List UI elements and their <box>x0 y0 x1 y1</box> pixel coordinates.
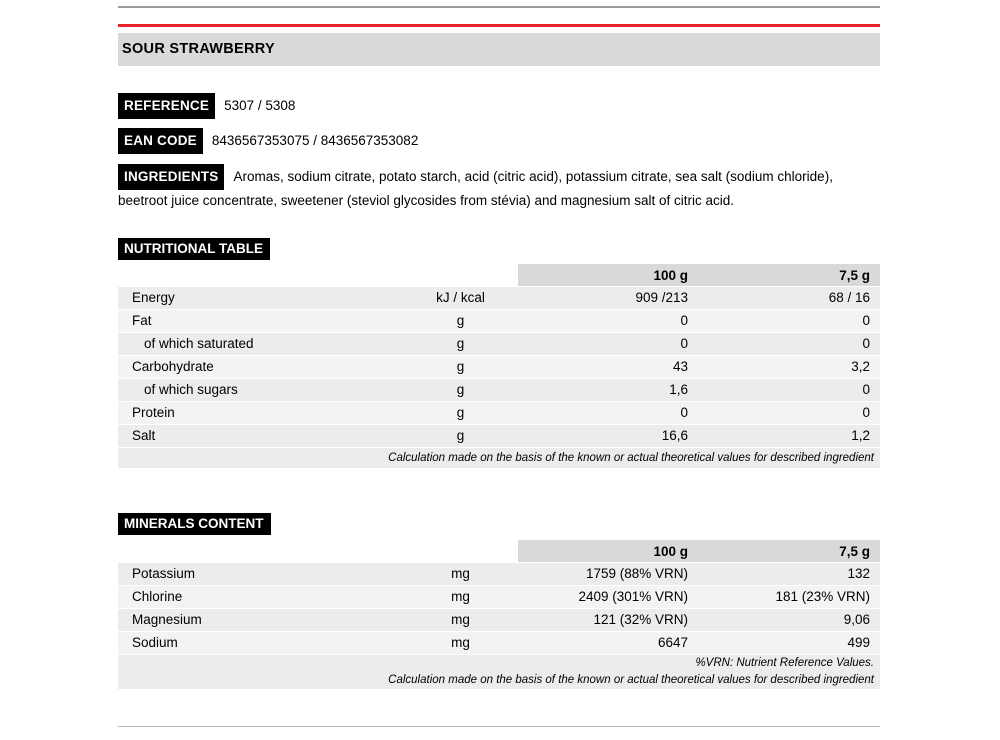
row-per-100g: 6647 <box>518 631 698 654</box>
top-divider <box>118 6 880 8</box>
nutritional-table-label: NUTRITIONAL TABLE <box>118 238 270 260</box>
row-name: of which sugars <box>118 378 403 401</box>
table-row <box>118 424 880 447</box>
row-per-serving: 9,06 <box>698 608 880 631</box>
row-per-100g: 16,6 <box>518 424 698 447</box>
row-per-serving: 132 <box>698 563 880 586</box>
row-unit: g <box>403 401 518 424</box>
table-row <box>118 563 880 586</box>
row-name: Salt <box>118 424 403 447</box>
ingredients-label: INGREDIENTS <box>118 164 224 190</box>
table-note-row <box>118 672 880 689</box>
table-row <box>118 309 880 332</box>
table-row <box>118 608 880 631</box>
row-name: Fat <box>118 309 403 332</box>
header-blank-1 <box>118 264 403 287</box>
table-header-row <box>118 540 880 563</box>
accent-divider <box>118 24 880 27</box>
row-name: Energy <box>118 287 403 310</box>
minerals-table <box>118 540 880 689</box>
row-unit: mg <box>403 585 518 608</box>
ean-code-label: EAN CODE <box>118 128 203 154</box>
table-row <box>118 287 880 310</box>
page-title: SOUR STRAWBERRY <box>122 41 275 57</box>
minerals-table-note: Calculation made on the basis of the known or actual theoretical values for described ingredient <box>118 672 880 689</box>
row-per-100g: 0 <box>518 332 698 355</box>
row-per-serving: 0 <box>698 332 880 355</box>
row-per-100g: 1759 (88% VRN) <box>518 563 698 586</box>
row-unit: g <box>403 424 518 447</box>
reference-label: REFERENCE <box>118 93 215 119</box>
row-name: Chlorine <box>118 585 403 608</box>
row-per-serving: 1,2 <box>698 424 880 447</box>
header-per-serving: 7,5 g <box>698 264 880 287</box>
reference-row <box>118 93 880 119</box>
table-note-row <box>118 654 880 672</box>
row-name: Potassium <box>118 563 403 586</box>
row-per-serving: 499 <box>698 631 880 654</box>
minerals-content-label: MINERALS CONTENT <box>118 513 271 535</box>
table-row <box>118 585 880 608</box>
row-name: Carbohydrate <box>118 355 403 378</box>
row-unit: mg <box>403 631 518 654</box>
row-per-serving: 0 <box>698 309 880 332</box>
row-unit: kJ / kcal <box>403 287 518 310</box>
row-name: Protein <box>118 401 403 424</box>
table-row <box>118 631 880 654</box>
row-per-100g: 1,6 <box>518 378 698 401</box>
bottom-divider <box>118 726 880 727</box>
row-per-serving: 68 / 16 <box>698 287 880 310</box>
row-unit: mg <box>403 563 518 586</box>
nutritional-table-note: Calculation made on the basis of the known or actual theoretical values for described ingredient <box>118 447 880 468</box>
header-blank-2 <box>403 540 518 563</box>
header-per-100g: 100 g <box>518 264 698 287</box>
row-per-serving: 181 (23% VRN) <box>698 585 880 608</box>
row-unit: mg <box>403 608 518 631</box>
table-header-row <box>118 264 880 287</box>
row-per-serving: 0 <box>698 401 880 424</box>
table-row <box>118 332 880 355</box>
row-per-serving: 3,2 <box>698 355 880 378</box>
minerals-vrn-note: %VRN: Nutrient Reference Values. <box>118 654 880 672</box>
header-per-serving: 7,5 g <box>698 540 880 563</box>
row-per-100g: 0 <box>518 309 698 332</box>
table-row <box>118 401 880 424</box>
ingredients-text: Aromas, sodium citrate, potato starch, acid (citric acid), potassium citrate, sea salt (sodium chloride), beetroot juice concentrate, sweetener (steviol glycosides from stévia) and magnesium salt of citric acid. <box>118 169 833 208</box>
table-note-row <box>118 447 880 468</box>
ingredients-row <box>118 164 873 212</box>
row-per-100g: 43 <box>518 355 698 378</box>
row-per-100g: 0 <box>518 401 698 424</box>
row-per-100g: 121 (32% VRN) <box>518 608 698 631</box>
row-unit: g <box>403 378 518 401</box>
row-unit: g <box>403 309 518 332</box>
row-name: Sodium <box>118 631 403 654</box>
row-unit: g <box>403 355 518 378</box>
ean-code-row <box>118 128 880 154</box>
table-row <box>118 355 880 378</box>
row-name: Magnesium <box>118 608 403 631</box>
nutritional-table <box>118 264 880 468</box>
header-per-100g: 100 g <box>518 540 698 563</box>
row-unit: g <box>403 332 518 355</box>
header-blank-2 <box>403 264 518 287</box>
row-name: of which saturated <box>118 332 403 355</box>
reference-value: 5307 / 5308 <box>224 98 296 113</box>
table-row <box>118 378 880 401</box>
header-blank-1 <box>118 540 403 563</box>
row-per-100g: 2409 (301% VRN) <box>518 585 698 608</box>
ean-code-value: 8436567353075 / 8436567353082 <box>211 133 419 148</box>
row-per-100g: 909 /213 <box>518 287 698 310</box>
row-per-serving: 0 <box>698 378 880 401</box>
